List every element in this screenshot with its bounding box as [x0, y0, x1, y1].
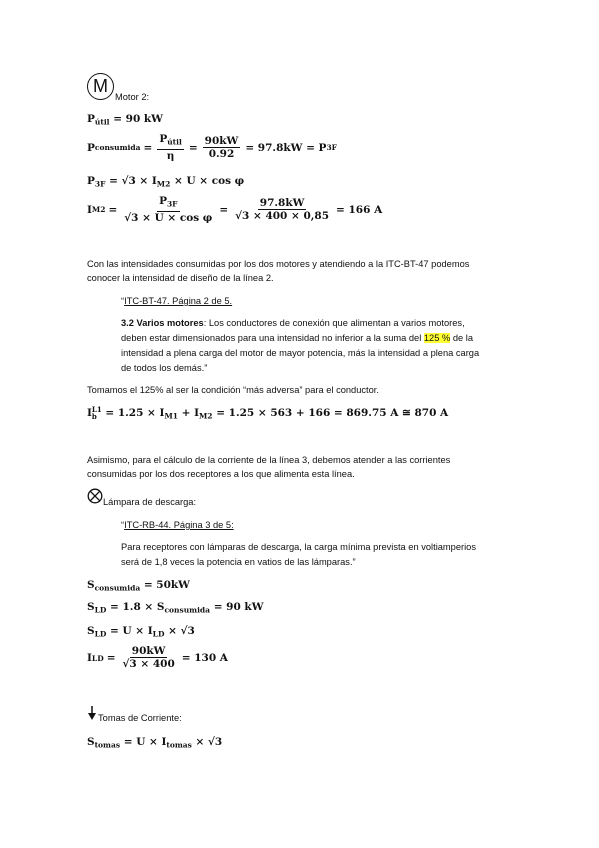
eq-p3f: $P_{3F} = √3 \times I_{M2} \times U \times \cos \varphi$ [87, 175, 245, 189]
eq-pconsumida: P consumida = $\frac{P_{útil}}{\eta}$ = $\frac{90kW}{0.92}$ = 97.8kW = P 3F [87, 133, 337, 162]
quote2-ref: “ITC-RB-44. Página 3 de 5: [121, 520, 234, 530]
eq-sld-1: $S_{LD} = 1.8 \times S_{consumida} = 90$ kW [87, 601, 264, 615]
highlight-125: 125 % [423, 333, 451, 343]
quote1-line4: de todos los demás.” [121, 363, 208, 373]
eq-stomas: $S_{tomas} = U \times I_{tomas} \times √3$ [87, 736, 223, 750]
eq-ild: I LD = $\frac{90kW}{√3 \times 400}$ = 130 A [87, 645, 228, 670]
tomas-label: Tomas de Corriente: [98, 713, 182, 723]
quote1-line3: intensidad a plena carga del motor de mayor potencia, más la intensidad a plena carga [121, 348, 480, 358]
lamp-label: Lámpara de descarga: [103, 497, 197, 507]
lamp-icon [87, 488, 103, 504]
eq-putil: $P_{útil} = 90$ kW [87, 113, 163, 127]
para3-line2: consumidas por los dos receptores a los que alimenta esta línea. [87, 469, 355, 479]
para2: Tomamos el 125% al ser la condición “más adversa” para el conductor. [87, 385, 379, 395]
eq-sld-2: $S_{LD} = U \times I_{LD} \times √3$ [87, 625, 195, 639]
eq-sconsumida: $S_{consumida} = 50kW$ [87, 579, 190, 593]
motor-icon [87, 73, 114, 100]
eq-im2: I M2 = $\frac{P_{3F}}{\text{√3 × U × cos φ}}$ = $\frac{97.8kW}{√3 \times 400 \times 0,85}$ = 166 A [87, 195, 383, 224]
socket-arrow-icon [87, 705, 97, 721]
motor2-label: Motor 2: [115, 92, 150, 102]
quote1-line1: 3.2 Varios motores: Los conductores de conexión que alimentan a varios motores, [121, 318, 465, 328]
para1-line1: Con las intensidades consumidas por los dos motores y atendiendo a la ITC-BT-47 podemos [87, 259, 470, 269]
quote1-ref: “ITC-BT-47. Página 2 de 5. [121, 296, 233, 306]
quote1-line2: deben estar dimensionados para una intensidad no inferior a la suma del 125 % de la [121, 333, 473, 343]
para3-line1: Asimismo, para el cálculo de la corriente de la línea 3, debemos atender a las corrientes [87, 455, 451, 465]
eq-ib: I L1 b = $1.25 \times I_{M1} + I_{M2} = 1.25 \times 563 + 166 = 869.75$ A ≅ 870 A [87, 405, 449, 421]
quote2-line1: Para receptores con lámparas de descarga, la carga mínima prevista en voltiamperios [121, 542, 477, 552]
motor-icon-letter: M [93, 76, 108, 96]
para1-line2: conocer la intensidad de diseño de la línea 2. [87, 273, 274, 283]
quote2-line2: será de 1,8 veces la potencia en vatios de las lámparas.” [121, 557, 356, 567]
